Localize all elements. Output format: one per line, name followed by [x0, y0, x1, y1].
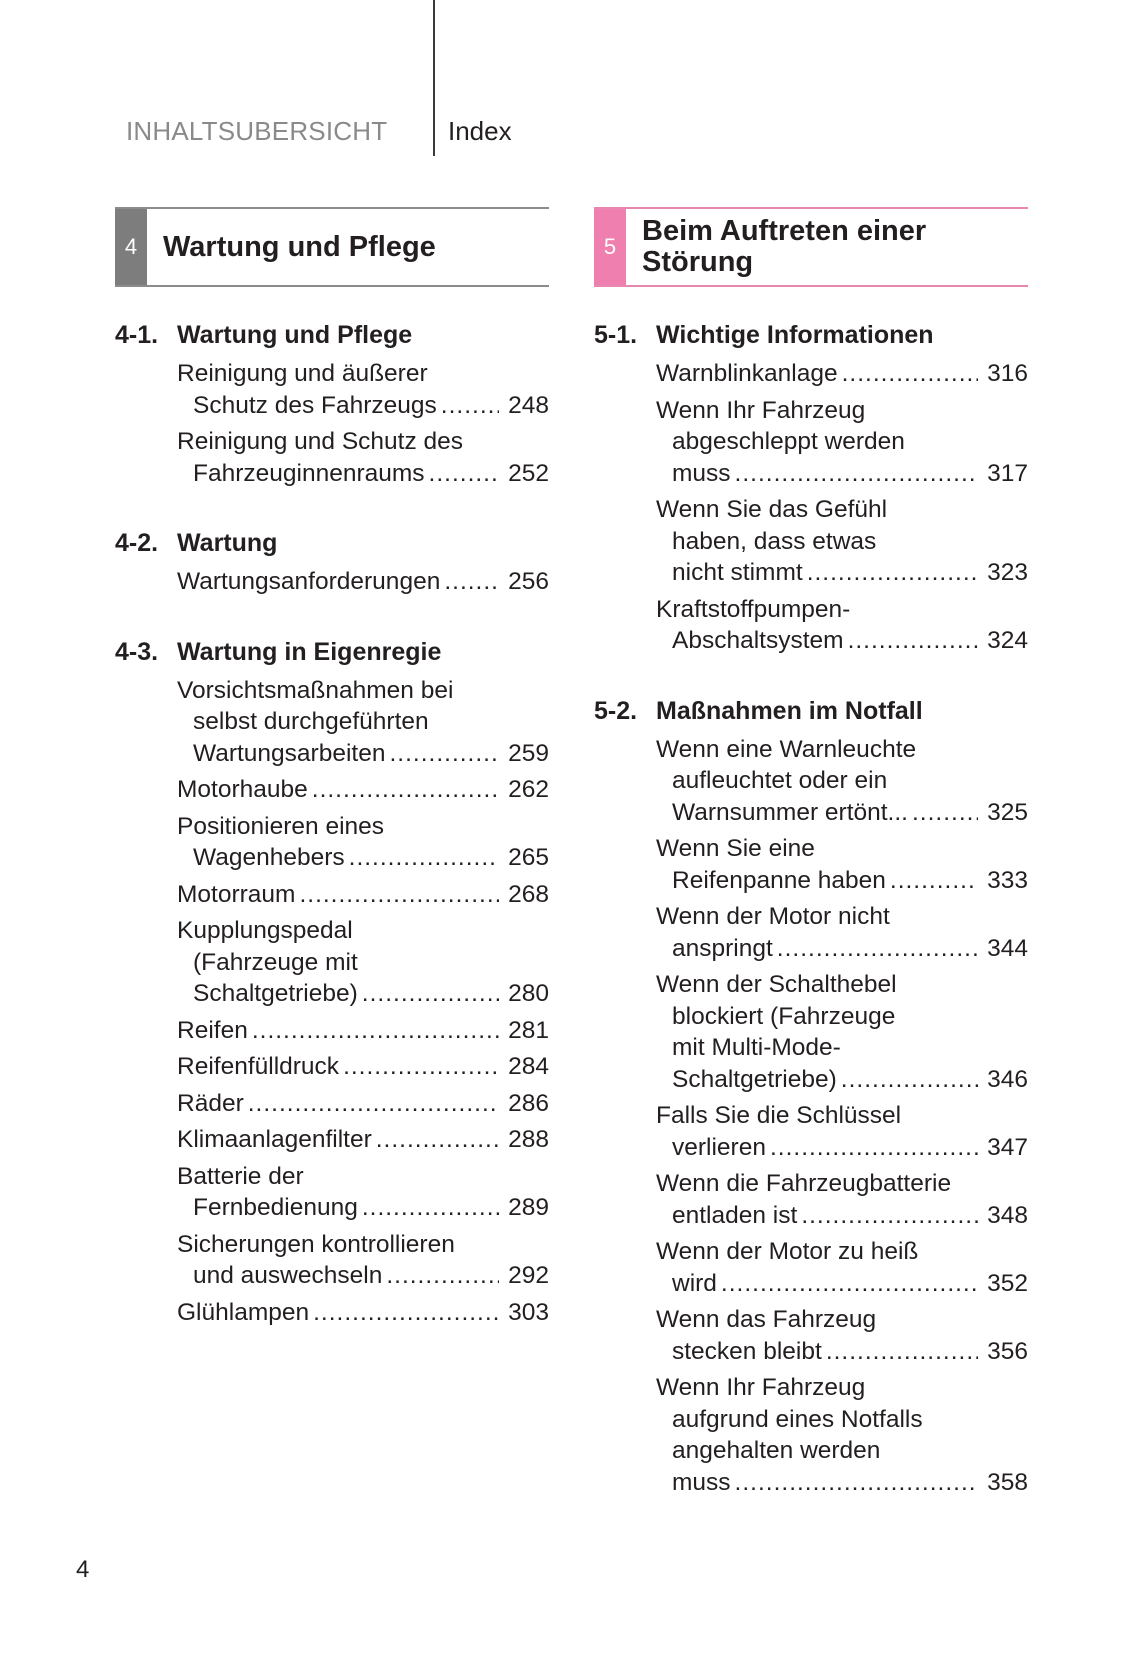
toc-entry[interactable] [177, 811, 549, 874]
entry-last-line [177, 978, 549, 1010]
entry-last-line [177, 1088, 549, 1120]
page-reference[interactable]: 259 [508, 739, 549, 767]
dot-leader [429, 458, 499, 490]
toc-section [115, 527, 549, 598]
entry-text-line: entladen ist [672, 1201, 798, 1229]
section-title: Maßnahmen im Notfall [656, 696, 923, 725]
dot-leader [777, 933, 978, 965]
chapter-banner [594, 207, 1028, 287]
entry-last-line [656, 933, 1028, 965]
entry-last-line [177, 1015, 549, 1047]
entry-text-line: stecken bleibt [672, 1337, 822, 1365]
toc-entry[interactable] [656, 1304, 1028, 1367]
entry-last-line [656, 797, 1028, 829]
toc-entry[interactable] [177, 426, 549, 489]
page-reference[interactable]: 317 [987, 459, 1028, 487]
dot-leader [848, 625, 978, 657]
entry-text-line: Wartungsarbeiten [193, 739, 386, 767]
toc-section [115, 319, 549, 489]
toc-entry[interactable] [177, 1088, 549, 1120]
entry-text-line: Motorhaube [177, 776, 308, 803]
page-reference[interactable]: 281 [508, 1016, 549, 1044]
dot-leader [770, 1132, 978, 1164]
entry-text-line: und auswechseln [193, 1262, 383, 1289]
entry-text-line: Abschaltsystem [672, 627, 844, 654]
page-reference[interactable]: 323 [987, 559, 1028, 586]
page-reference[interactable]: 303 [508, 1298, 549, 1326]
toc-entry[interactable] [177, 774, 549, 806]
page-reference[interactable]: 292 [508, 1262, 549, 1289]
toc-entry[interactable] [656, 969, 1028, 1095]
entry-text-line: Wenn Ihr Fahrzeug [656, 1374, 866, 1401]
toc-entry[interactable] [177, 1161, 549, 1224]
dot-leader [721, 1268, 978, 1300]
entry-last-line [177, 566, 549, 598]
section-number: 4-3. [115, 637, 159, 666]
entry-text-line: Kupplungspedal [177, 917, 353, 944]
toc-entry[interactable] [656, 901, 1028, 964]
dot-leader [299, 879, 499, 911]
entry-text-line: Reinigung und äußerer [177, 360, 428, 387]
section-heading[interactable] [594, 319, 1028, 351]
toc-entry[interactable] [656, 734, 1028, 829]
entry-text-line: nicht stimmt [672, 559, 803, 586]
entry-text-line: Warnblinkanlage [656, 360, 838, 387]
entry-last-line [656, 1467, 1028, 1499]
entry-text-line: Räder [177, 1089, 244, 1117]
entry-text-line: Wagenhebers [193, 844, 345, 871]
dot-leader [735, 458, 978, 490]
dot-leader [252, 1015, 499, 1047]
toc-section [594, 319, 1028, 657]
page-reference[interactable]: 325 [987, 798, 1028, 826]
page-reference[interactable]: 286 [508, 1089, 549, 1117]
entry-last-line [656, 1268, 1028, 1300]
entry-text-line: Wenn Ihr Fahrzeug [656, 396, 866, 424]
entry-last-line [177, 1192, 549, 1224]
entry-text-line: verlieren [672, 1133, 766, 1161]
chapter-title-line: Störung [642, 246, 754, 278]
page-reference[interactable]: 324 [987, 627, 1028, 654]
page-reference[interactable]: 352 [987, 1269, 1028, 1297]
running-header-right: Index [448, 116, 512, 146]
section-heading[interactable] [115, 527, 549, 559]
dot-leader [362, 978, 499, 1010]
running-header-left: INHALTSUBERSICHT [126, 116, 388, 146]
page-reference[interactable]: 268 [508, 880, 549, 908]
toc-entry[interactable] [177, 1015, 549, 1047]
page-reference[interactable]: 265 [508, 844, 549, 871]
page-reference[interactable]: 344 [987, 934, 1028, 962]
chapter-4-column [115, 207, 549, 1366]
entry-text-line: Wartungsanforderungen [177, 568, 441, 595]
chapter-number-tab: 5 [594, 209, 626, 285]
entry-text-line: Falls Sie die Schlüssel [656, 1102, 902, 1129]
entry-text-line: Batterie der [177, 1162, 304, 1190]
entry-text-line: angehalten werden [672, 1437, 881, 1464]
entry-text-line: blockiert (Fahrzeuge [672, 1002, 896, 1030]
page-reference[interactable]: 280 [508, 980, 549, 1007]
dot-leader [444, 566, 499, 598]
toc-entry[interactable] [656, 494, 1028, 589]
entry-text-line: aufleuchtet oder ein [672, 767, 888, 794]
entry-text-line: Schutz des Fahrzeugs [193, 391, 437, 419]
entry-text-line: Wenn der Schalthebel [656, 971, 897, 998]
dot-leader [312, 774, 499, 806]
entry-text-line: abgeschleppt werden [672, 428, 905, 455]
entry-text-line: selbst durchgeführten [193, 708, 429, 735]
entry-text-line: anspringt [672, 934, 773, 962]
entry-text-line: Glühlampen [177, 1298, 310, 1326]
entry-text-line: Fernbedienung [193, 1194, 358, 1221]
page-reference[interactable]: 346 [987, 1065, 1028, 1093]
entry-text-line: Wenn der Motor zu heiß [656, 1238, 919, 1265]
page-reference[interactable]: 284 [508, 1053, 549, 1080]
entry-last-line [656, 1064, 1028, 1096]
page-reference[interactable]: 289 [508, 1194, 549, 1221]
page-reference[interactable]: 358 [987, 1468, 1028, 1496]
entry-text-line: Wenn Sie eine [656, 835, 815, 862]
section-heading[interactable] [115, 636, 549, 668]
toc-entry[interactable] [656, 358, 1028, 390]
toc-entry[interactable] [656, 1100, 1028, 1163]
entry-last-line [656, 458, 1028, 490]
toc-section [115, 636, 549, 1329]
dot-leader [386, 1260, 499, 1292]
section-title: Wartung in Eigenregie [177, 637, 442, 666]
entry-text-line: Kraftstoffpumpen- [656, 595, 851, 623]
entry-text-line: Reinigung und Schutz des [177, 428, 464, 455]
entry-last-line [177, 390, 549, 422]
toc-entry[interactable] [656, 1168, 1028, 1231]
toc-entry[interactable] [177, 358, 549, 421]
entry-text-line: Klimaanlagenfilter [177, 1126, 372, 1153]
entry-last-line [656, 557, 1028, 589]
entry-text-line: mit Multi-Mode- [672, 1034, 841, 1061]
header-divider [433, 0, 435, 156]
page-reference[interactable]: 347 [987, 1133, 1028, 1161]
dot-leader [807, 557, 978, 589]
entry-last-line [656, 1132, 1028, 1164]
toc-entry[interactable] [177, 675, 549, 770]
entry-text-line: Schaltgetriebe) [672, 1065, 837, 1093]
entry-text-line: Motorraum [177, 880, 296, 908]
entry-text-line: Wenn das Fahrzeug [656, 1306, 877, 1333]
toc-entry[interactable] [656, 395, 1028, 490]
section-number: 4-1. [115, 321, 159, 349]
dot-leader [362, 1192, 499, 1224]
entry-last-line [177, 879, 549, 911]
toc-section [594, 695, 1028, 1499]
page-reference[interactable]: 356 [987, 1337, 1028, 1365]
entry-last-line [177, 774, 549, 806]
dot-leader [841, 1064, 978, 1096]
page-reference[interactable]: 262 [508, 776, 549, 803]
entry-text-line: Wenn eine Warnleuchte [656, 735, 917, 763]
dot-leader [441, 390, 499, 422]
dot-leader [343, 1051, 499, 1083]
chapter-title[interactable] [642, 209, 1028, 285]
toc-entry[interactable] [177, 1297, 549, 1329]
dot-leader [826, 1336, 978, 1368]
section-heading[interactable] [594, 695, 1028, 727]
entry-text-line: (Fahrzeuge mit [193, 948, 358, 976]
dot-leader [735, 1467, 978, 1499]
chapter-title-line: Beim Auftreten einer [642, 215, 927, 247]
section-title: Wartung [177, 529, 278, 557]
section-heading[interactable] [115, 319, 549, 351]
entry-text-line: Wenn die Fahrzeugbatterie [656, 1170, 952, 1197]
dot-leader [890, 865, 978, 897]
entry-last-line [656, 865, 1028, 897]
entry-last-line [656, 1200, 1028, 1232]
dot-leader [248, 1088, 499, 1120]
entry-last-line [177, 1051, 549, 1083]
entry-text-line: Wenn Sie das Gefühl [656, 496, 888, 523]
dot-leader [376, 1124, 499, 1156]
toc-entry[interactable] [656, 594, 1028, 657]
entry-last-line [177, 1260, 549, 1292]
chapter-banner [115, 207, 549, 287]
entry-text-line: Positionieren eines [177, 812, 385, 840]
entry-text-line: Sicherungen kontrollieren [177, 1230, 455, 1258]
entry-last-line [177, 1297, 549, 1329]
entry-text-line: Schaltgetriebe) [193, 980, 358, 1007]
page-reference[interactable]: 333 [987, 866, 1028, 894]
dot-leader [842, 358, 978, 390]
toc-entry[interactable] [177, 1229, 549, 1292]
dot-leader [389, 738, 499, 770]
dot-leader [349, 842, 499, 874]
entry-text-line: wird [672, 1269, 717, 1297]
toc-entry[interactable] [177, 1124, 549, 1156]
entry-last-line [177, 842, 549, 874]
page-reference[interactable]: 256 [508, 568, 549, 595]
entry-text-line: muss [672, 459, 731, 487]
toc-entry[interactable] [177, 1051, 549, 1083]
dot-leader [801, 1200, 978, 1232]
entry-last-line [177, 738, 549, 770]
entry-text-line: Warnsummer ertönt... [672, 798, 908, 826]
entry-text-line: Vorsichtsmaßnahmen bei [177, 676, 454, 704]
dot-leader [313, 1297, 499, 1329]
chapter-number-tab: 4 [115, 209, 147, 285]
entry-text-line: Fahrzeuginnenraums [193, 459, 425, 487]
page-reference[interactable]: 248 [508, 391, 549, 419]
toc-entry[interactable] [656, 1236, 1028, 1299]
entry-text-line: aufgrund eines Notfalls [672, 1405, 923, 1433]
section-title: Wartung und Pflege [177, 321, 413, 349]
section-number: 4-2. [115, 529, 159, 557]
entry-text-line: Reifenpanne haben [672, 866, 886, 894]
page-number: 4 [76, 1556, 90, 1583]
entry-text-line: Wenn der Motor nicht [656, 903, 890, 930]
toc-entry[interactable] [177, 566, 549, 598]
dot-leader [912, 797, 978, 829]
chapter-title[interactable]: Wartung und Pflege [163, 230, 436, 263]
entry-text-line: haben, dass etwas [672, 527, 877, 555]
page-reference[interactable]: 252 [508, 459, 549, 487]
toc-entry[interactable] [177, 915, 549, 1010]
page-reference[interactable]: 288 [508, 1126, 549, 1153]
page-reference[interactable]: 316 [987, 360, 1028, 387]
chapter-5-column [594, 207, 1028, 1536]
entry-text-line: muss [672, 1468, 731, 1496]
entry-text-line: Reifen [177, 1016, 248, 1044]
toc-entry[interactable] [177, 879, 549, 911]
page-reference[interactable]: 348 [987, 1201, 1028, 1229]
entry-last-line [656, 625, 1028, 657]
toc-entry[interactable] [656, 833, 1028, 896]
entry-last-line [656, 358, 1028, 390]
section-title: Wichtige Informationen [656, 321, 934, 349]
section-number: 5-2. [594, 696, 638, 725]
entry-text-line: Reifenfülldruck [177, 1053, 340, 1080]
toc-entry[interactable] [656, 1372, 1028, 1498]
section-number: 5-1. [594, 321, 638, 349]
entry-last-line [177, 458, 549, 490]
entry-last-line [177, 1124, 549, 1156]
entry-last-line [656, 1336, 1028, 1368]
